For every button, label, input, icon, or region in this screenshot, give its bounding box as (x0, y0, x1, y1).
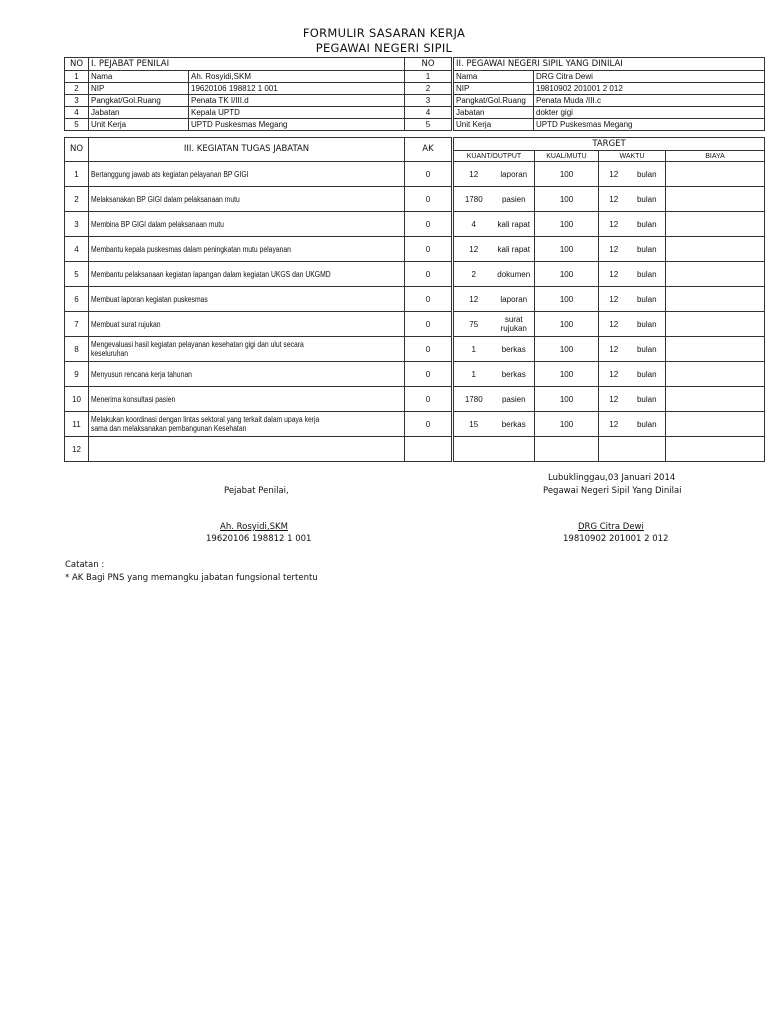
kuant-value: 12 (454, 162, 494, 187)
waktu-header: WAKTU (599, 151, 666, 162)
penilai-sign-name: Ah. Rosyidi,SKM (220, 522, 288, 532)
biaya-value (666, 237, 765, 262)
dinilai-sign-nip: 19810902 201001 2 012 (563, 534, 669, 544)
ak-value: 0 (405, 287, 452, 312)
biaya-value (666, 337, 765, 362)
kegiatan-description (89, 212, 405, 237)
notes-line: * AK Bagi PNS yang memangku jabatan fungsional tertentu (65, 573, 318, 583)
waktu-value: 12 (599, 387, 629, 412)
kegiatan-row-no: 2 (65, 187, 89, 212)
kegiatan-heading: III. KEGIATAN TUGAS JABATAN (89, 138, 405, 162)
kegiatan-row (65, 337, 765, 362)
kegiatan-text-line1: Membuat surat rujukan (91, 319, 161, 329)
kegiatan-text-line1: Bertanggung jawab ats kegiatan pelayanan BP GIGI (91, 169, 249, 179)
kegiatan-text-line1: Membantu kepala puskesmas dalam peningkatan mutu pelayanan (91, 244, 291, 254)
kegiatan-description (89, 262, 405, 287)
biaya-value (666, 287, 765, 312)
kuant-unit-line1: surat (504, 315, 523, 324)
waktu-unit: bulan (629, 187, 666, 212)
kegiatan-row (65, 187, 765, 212)
kegiatan-no-header: NO (65, 138, 89, 162)
kegiatan-row-no: 3 (65, 212, 89, 237)
biaya-value (666, 387, 765, 412)
waktu-unit (629, 437, 666, 462)
biaya-value (666, 212, 765, 237)
penilai-field-label: Nama (89, 71, 189, 83)
waktu-unit: bulan (629, 212, 666, 237)
kegiatan-text-line2: sama dan melaksanakan pembangunan Kesehatan (91, 424, 247, 433)
waktu-unit: bulan (629, 337, 666, 362)
biaya-value (666, 262, 765, 287)
biaya-value (666, 412, 765, 437)
kuant-unit-line1: berkas (501, 419, 526, 429)
kegiatan-row (65, 412, 765, 437)
penilai-row-no: 1 (65, 71, 89, 83)
kual-value: 100 (535, 412, 599, 437)
biaya-value (666, 187, 765, 212)
waktu-unit: bulan (629, 262, 666, 287)
kuant-unit-line1: berkas (501, 344, 526, 354)
kuant-unit (494, 362, 535, 387)
biaya-value (666, 437, 765, 462)
identity-table (64, 57, 765, 131)
ak-value: 0 (405, 262, 452, 287)
kuant-unit (494, 412, 535, 437)
kegiatan-row-no: 8 (65, 337, 89, 362)
penilai-heading: I. PEJABAT PENILAI (89, 58, 405, 71)
ak-value: 0 (405, 387, 452, 412)
kuant-header: KUANT/OUTPUT (454, 151, 535, 162)
kuant-unit-line1: kali rapat (497, 244, 530, 254)
dinilai-row-no: 5 (405, 119, 452, 131)
waktu-value: 12 (599, 287, 629, 312)
penilai-row-no: 2 (65, 83, 89, 95)
dinilai-field-label: Nama (454, 71, 534, 83)
waktu-value: 12 (599, 337, 629, 362)
waktu-value: 12 (599, 362, 629, 387)
kual-value: 100 (535, 187, 599, 212)
kual-value: 100 (535, 337, 599, 362)
dinilai-sign-name: DRG Citra Dewi (578, 522, 644, 532)
kuant-value: 75 (454, 312, 494, 337)
kuant-unit (494, 237, 535, 262)
waktu-unit: bulan (629, 162, 666, 187)
kuant-value: 4 (454, 212, 494, 237)
waktu-value: 12 (599, 412, 629, 437)
ak-value: 0 (405, 237, 452, 262)
penilai-row-no: 5 (65, 119, 89, 131)
kuant-unit-line1: laporan (500, 294, 528, 304)
dinilai-heading: II. PEGAWAI NEGERI SIPIL YANG DINILAI (454, 58, 765, 71)
waktu-unit: bulan (629, 312, 666, 337)
dinilai-sign-label: Pegawai Negeri Sipil Yang Dinilai (543, 486, 682, 496)
kuant-value: 1 (454, 337, 494, 362)
kual-header: KUAL/MUTU (535, 151, 599, 162)
waktu-unit: bulan (629, 287, 666, 312)
kegiatan-row (65, 262, 765, 287)
kegiatan-row (65, 362, 765, 387)
kuant-value (454, 437, 494, 462)
kegiatan-row-no: 7 (65, 312, 89, 337)
waktu-value: 12 (599, 162, 629, 187)
dinilai-no-header: NO (405, 58, 452, 71)
kegiatan-row (65, 287, 765, 312)
waktu-value: 12 (599, 312, 629, 337)
kuant-unit-line1: laporan (500, 169, 528, 179)
ak-value: 0 (405, 212, 452, 237)
identity-row (65, 71, 765, 83)
kuant-unit (494, 262, 535, 287)
kuant-unit (494, 312, 535, 337)
kegiatan-row (65, 312, 765, 337)
kegiatan-description (89, 287, 405, 312)
target-header: TARGET (454, 138, 765, 151)
kegiatan-text-line1: Membina BP GIGI dalam pelaksanaan mutu (91, 219, 224, 229)
dinilai-row-no: 4 (405, 107, 452, 119)
dinilai-field-value: 19810902 201001 2 012 (534, 83, 765, 95)
kuant-unit-line1: dokumen (497, 269, 531, 279)
dinilai-field-label: NIP (454, 83, 534, 95)
ak-value (405, 437, 452, 462)
kegiatan-description (89, 437, 405, 462)
place-date: Lubuklinggau,03 Januari 2014 (548, 473, 676, 483)
biaya-value (666, 162, 765, 187)
kual-value: 100 (535, 362, 599, 387)
identity-row (65, 119, 765, 131)
kuant-unit (494, 337, 535, 362)
kuant-unit-line2: rujukan (500, 324, 527, 333)
kegiatan-row (65, 212, 765, 237)
kuant-unit (494, 212, 535, 237)
kuant-value: 1780 (454, 387, 494, 412)
kuant-value: 2 (454, 262, 494, 287)
kegiatan-row-no: 9 (65, 362, 89, 387)
waktu-unit: bulan (629, 237, 666, 262)
penilai-row-no: 4 (65, 107, 89, 119)
kegiatan-description (89, 387, 405, 412)
dinilai-row-no: 3 (405, 95, 452, 107)
kegiatan-row-no: 5 (65, 262, 89, 287)
kuant-unit (494, 287, 535, 312)
kuant-value: 1 (454, 362, 494, 387)
kual-value: 100 (535, 212, 599, 237)
penilai-row-no: 3 (65, 95, 89, 107)
penilai-field-label: Unit Kerja (89, 119, 189, 131)
form-title: FORMULIR SASARAN KERJA (302, 26, 466, 40)
ak-value: 0 (405, 187, 452, 212)
penilai-sign-nip: 19620106 198812 1 001 (206, 534, 312, 544)
biaya-value (666, 362, 765, 387)
ak-value: 0 (405, 312, 452, 337)
dinilai-field-value: dokter gigi (534, 107, 765, 119)
kegiatan-text-line1: Membantu pelaksanaan kegiatan lapangan dalam kegiatan UKGS dan UKGMD (91, 269, 331, 279)
kual-value: 100 (535, 387, 599, 412)
kegiatan-row (65, 387, 765, 412)
biaya-value (666, 312, 765, 337)
kual-value: 100 (535, 162, 599, 187)
waktu-value: 12 (599, 187, 629, 212)
penilai-field-value: Ah. Rosyidi,SKM (189, 71, 405, 83)
kegiatan-description (89, 237, 405, 262)
waktu-value: 12 (599, 237, 629, 262)
kegiatan-text-line2: keseluruhan (91, 349, 129, 358)
dinilai-field-value: DRG Citra Dewi (534, 71, 765, 83)
ak-value: 0 (405, 162, 452, 187)
kegiatan-row (65, 237, 765, 262)
penilai-field-label: NIP (89, 83, 189, 95)
ak-value: 0 (405, 412, 452, 437)
ak-value: 0 (405, 337, 452, 362)
kuant-unit-line1: berkas (501, 369, 526, 379)
identity-row (65, 107, 765, 119)
kuant-value: 15 (454, 412, 494, 437)
waktu-value (599, 437, 629, 462)
kegiatan-text-line1: Menyusun rencana kerja tahunan (91, 369, 192, 379)
waktu-unit: bulan (629, 387, 666, 412)
kegiatan-row (65, 437, 765, 462)
waktu-unit: bulan (629, 362, 666, 387)
kegiatan-row (65, 162, 765, 187)
kegiatan-text-line1: Melakukan koordinasi dengan lintas sektoral yang terkait dalam upaya kerja (91, 415, 320, 424)
kegiatan-description (89, 312, 405, 337)
kual-value: 100 (535, 312, 599, 337)
ak-value: 0 (405, 362, 452, 387)
penilai-field-label: Pangkat/Gol.Ruang (89, 95, 189, 107)
dinilai-field-label: Jabatan (454, 107, 534, 119)
ak-header: AK (405, 138, 452, 162)
dinilai-row-no: 2 (405, 83, 452, 95)
kegiatan-text-line1: Membuat laporan kegiatan puskesmas (91, 294, 208, 304)
waktu-value: 12 (599, 262, 629, 287)
kual-value: 100 (535, 262, 599, 287)
kuant-unit (494, 387, 535, 412)
kegiatan-row-no: 1 (65, 162, 89, 187)
kuant-value: 12 (454, 237, 494, 262)
kegiatan-description (89, 412, 405, 437)
kuant-unit (494, 437, 535, 462)
kegiatan-text-line1: Mengevaluasi hasil kegiatan pelayanan kesehatan gigi dan ulut secara (91, 340, 304, 349)
waktu-value: 12 (599, 212, 629, 237)
kuant-unit (494, 162, 535, 187)
dinilai-field-value: UPTD Puskesmas Megang (534, 119, 765, 131)
identity-row (65, 83, 765, 95)
kual-value: 100 (535, 237, 599, 262)
kegiatan-row-no: 4 (65, 237, 89, 262)
kegiatan-description (89, 162, 405, 187)
penilai-no-header: NO (65, 58, 89, 71)
kuant-unit (494, 187, 535, 212)
penilai-field-value: Penata TK I/III.d (189, 95, 405, 107)
dinilai-field-value: Penata Muda /III.c (534, 95, 765, 107)
kuant-value: 1780 (454, 187, 494, 212)
kegiatan-description (89, 362, 405, 387)
form-subtitle: PEGAWAI NEGERI SIPIL (315, 41, 453, 55)
penilai-field-value: 19620106 198812 1 001 (189, 83, 405, 95)
biaya-header: BIAYA (666, 151, 765, 162)
waktu-unit: bulan (629, 412, 666, 437)
kegiatan-description (89, 337, 405, 362)
kegiatan-table (64, 137, 765, 462)
penilai-field-value: UPTD Puskesmas Megang (189, 119, 405, 131)
kegiatan-description (89, 187, 405, 212)
identity-row (65, 95, 765, 107)
kuant-unit-line1: pasien (501, 394, 526, 404)
penilai-field-label: Jabatan (89, 107, 189, 119)
kuant-unit-line1: pasien (501, 194, 526, 204)
penilai-sign-label: Pejabat Penilai, (224, 486, 289, 496)
kegiatan-row-no: 6 (65, 287, 89, 312)
kegiatan-row-no: 10 (65, 387, 89, 412)
kegiatan-row-no: 11 (65, 412, 89, 437)
dinilai-row-no: 1 (405, 71, 452, 83)
notes-heading: Catatan : (65, 560, 105, 570)
dinilai-field-label: Pangkat/Gol.Ruang (454, 95, 534, 107)
dinilai-field-label: Unit Kerja (454, 119, 534, 131)
kuant-unit-line1: kali rapat (497, 219, 530, 229)
kual-value (535, 437, 599, 462)
kual-value: 100 (535, 287, 599, 312)
kegiatan-text-line1: Menerima konsultasi pasien (91, 394, 176, 404)
kuant-value: 12 (454, 287, 494, 312)
kegiatan-row-no: 12 (65, 437, 89, 462)
penilai-field-value: Kepala UPTD (189, 107, 405, 119)
kegiatan-text-line1: Melaksanakan BP GIGI dalam pelaksanaan mutu (91, 194, 240, 204)
